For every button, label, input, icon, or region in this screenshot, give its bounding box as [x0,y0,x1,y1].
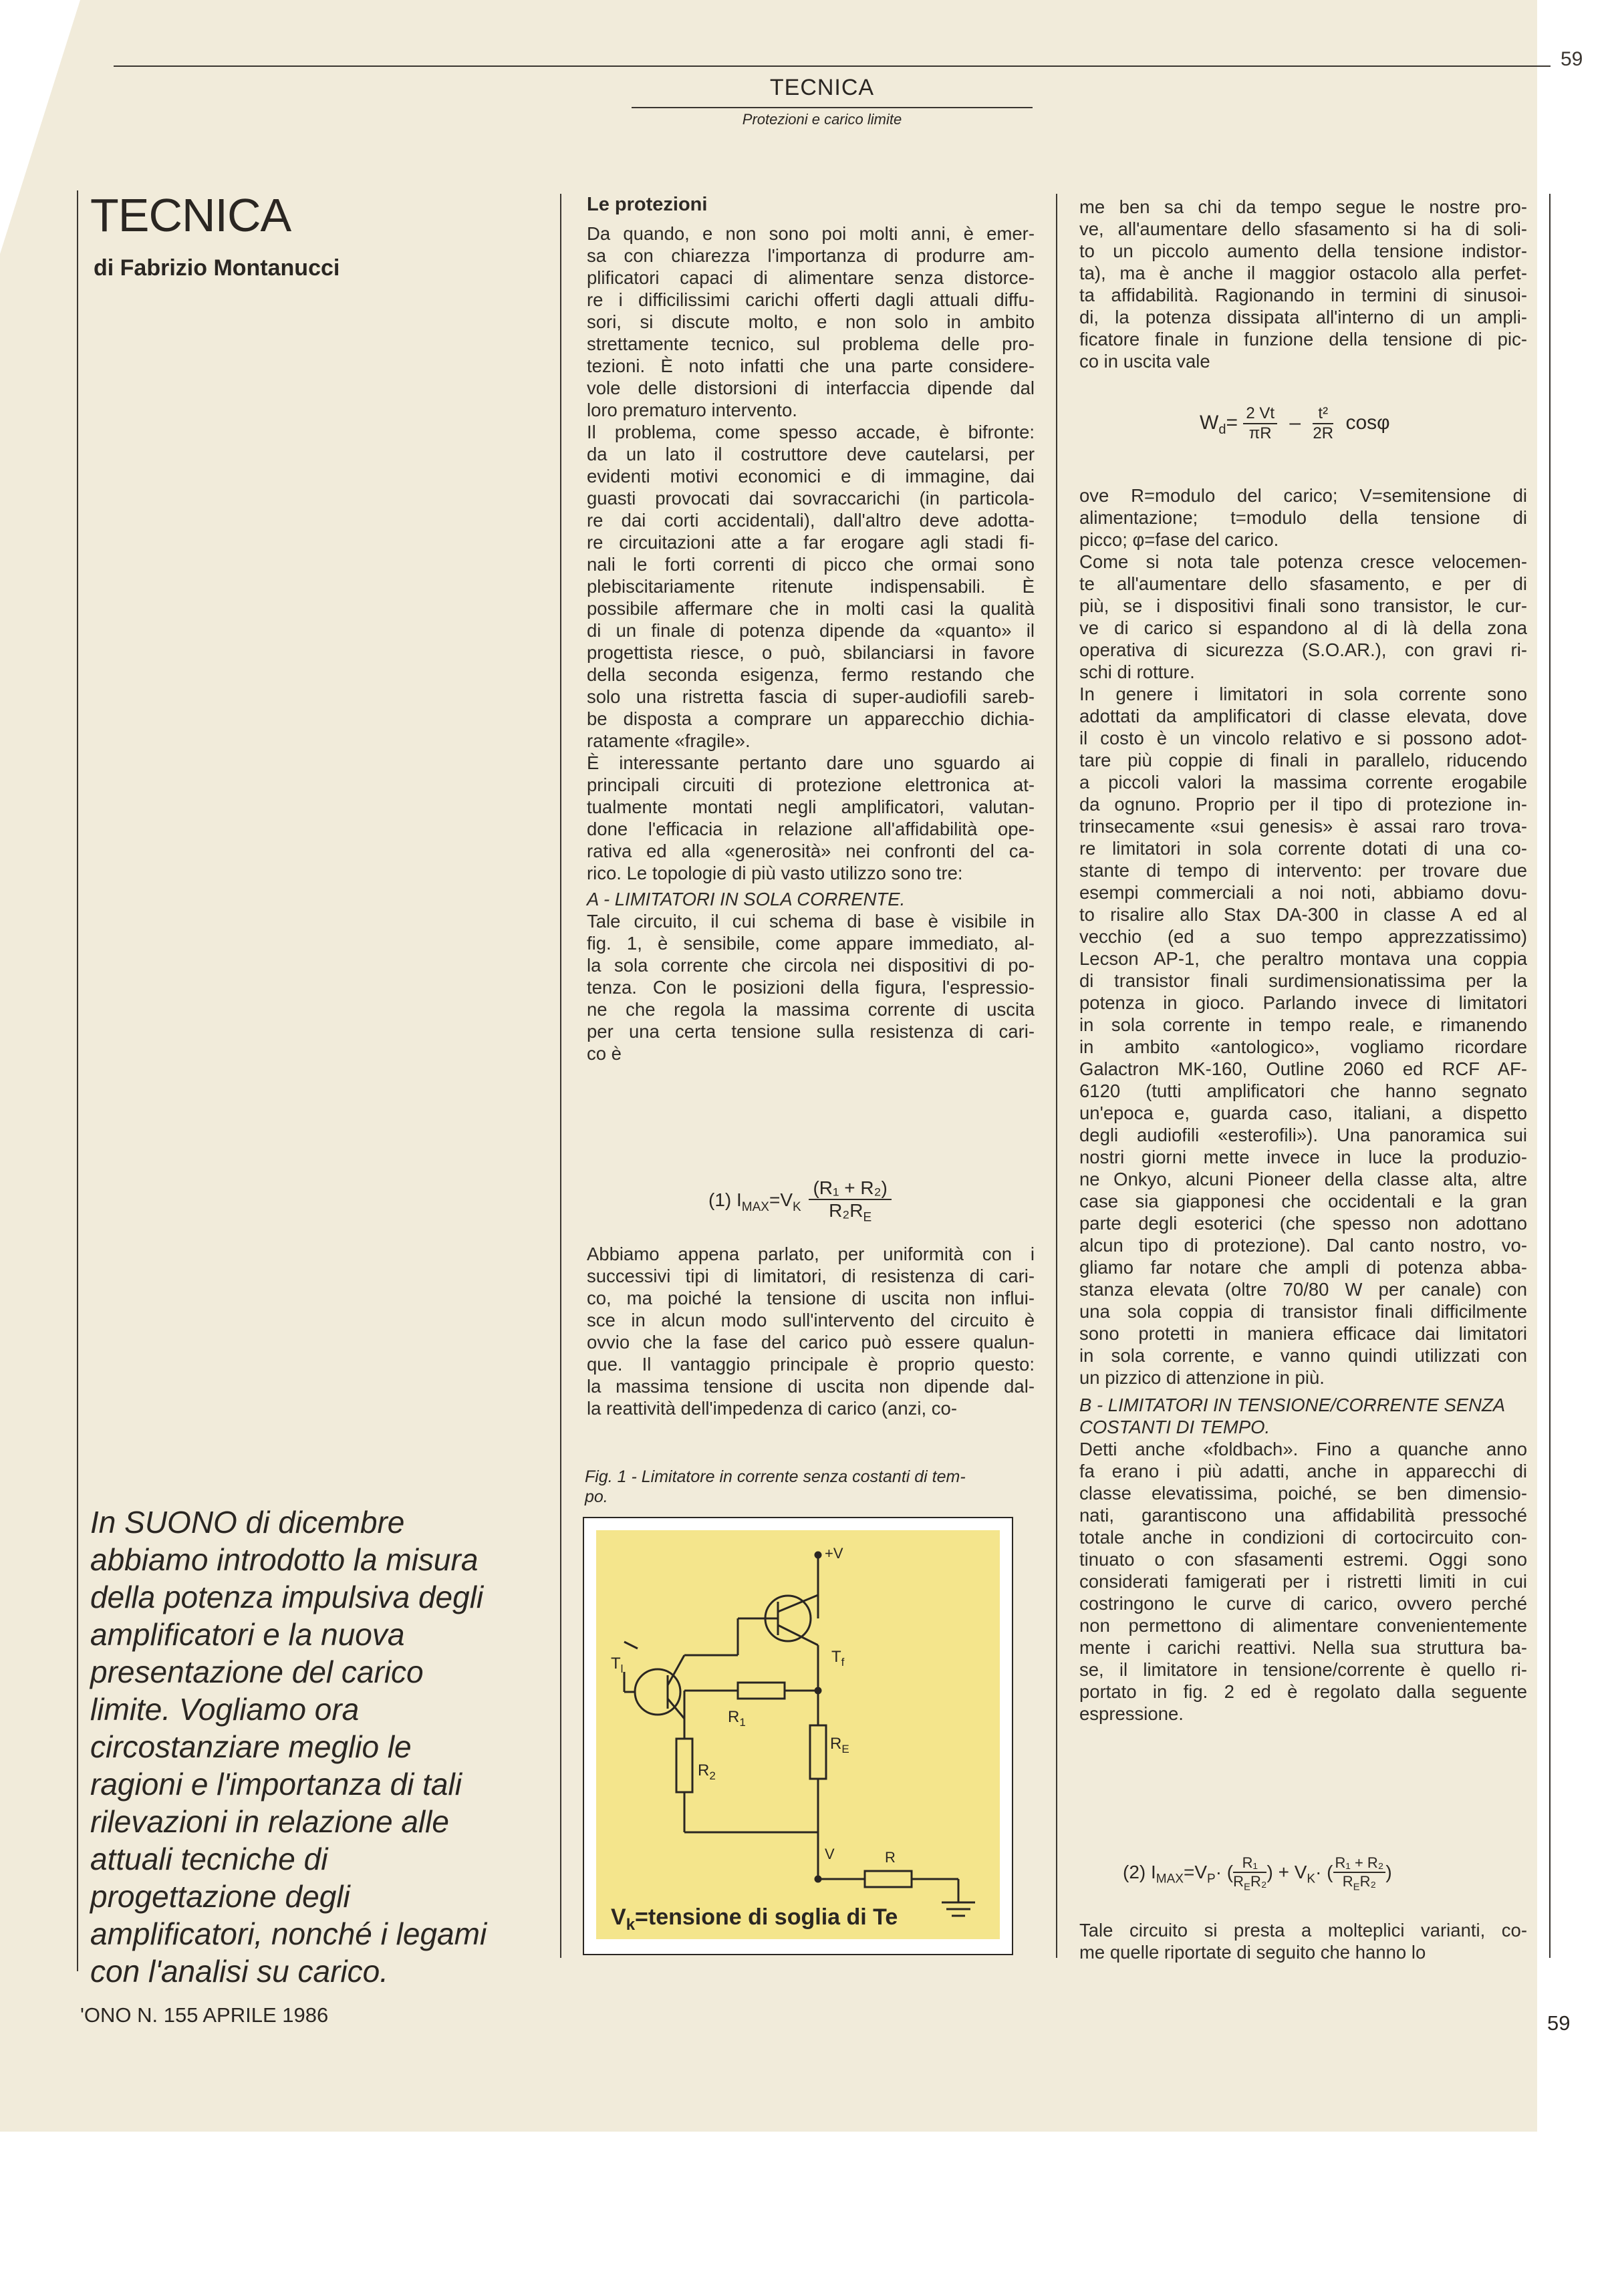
text-line: da un lato il costruttore deve cautelarsi, per [587,444,1035,464]
text-line: rilevazioni in relazione alle [90,1804,449,1839]
paragraph [587,223,1035,421]
text-line: schi di rotture. [1079,662,1195,682]
text-line: degli audiofili «esterofili»). Una panoramica sui [1079,1125,1527,1145]
text-line: tinuato o con sfasamenti estremi. Oggi sono [1079,1549,1527,1570]
article-title: TECNICA [90,189,291,241]
label-r: R [885,1849,896,1866]
text-line: un pizzico di attenzione in più. [1079,1367,1325,1388]
text-line: in ambito «antologico», vogliamo ricordare [1079,1036,1527,1057]
text-line: plificatori capaci di alimentare senza distorce- [587,267,1035,288]
label-r1: $R_1$ [728,1708,746,1729]
text-line: presentazione del carico [90,1655,424,1689]
text-line: se, il limitatore in tensione/corrente è quello ri- [1079,1659,1527,1680]
column-1-cont [587,1243,1035,1419]
column-2-end [1079,1919,1527,1963]
text-line: più, se i dispositivi finali sono transistor, le cur- [1079,595,1527,616]
text-line: plebiscitariamente ritenute indispensabili. È [587,576,1035,597]
text-line: sa con chiarezza l'importanza di produrre am- [587,245,1035,266]
paragraph [1079,196,1527,372]
text-line: fig. 1, è sensibile, come appare immediato, al- [587,933,1035,954]
text-line: ve di carico si espandono al di là della zona [1079,617,1527,638]
text-line: Tale circuito, il cui schema di base è visibile in [587,911,1035,931]
text-line: evidenti motivi economici e di immagine, dai [587,466,1035,486]
subhead-a: A - LIMITATORI IN SOLA CORRENTE. [587,889,906,909]
text-line: stante di tempo di intervento: per trovare due [1079,860,1527,881]
text-line: In SUONO di dicembre [90,1505,405,1540]
text-line: ne che regola la massima corrente di uscita [587,999,1035,1020]
text-line: successivi tipi di limitatori, di resistenza di cari- [587,1266,1035,1286]
text-line: fa erano i più adatti, anche in apparecchi di [1079,1461,1527,1481]
text-line: ta affidabilità. Ragionando in termini di sinusoi- [1079,285,1527,305]
text-line: gliamo far notare che ampli di potenza abba- [1079,1257,1527,1278]
text-line: con l'analisi su carico. [90,1954,388,1989]
text-line: principali circuiti di protezione elettronica at- [587,774,1035,795]
text-line: rico. Le topologie di più vasto utilizzo sono tre: [587,863,963,883]
text-line: me quelle riportate di seguito che hanno lo [1079,1942,1426,1963]
text-line: alimentazione; t=modulo della tensione di [1079,507,1527,528]
footer-magazine: 'ONO N. 155 APRILE 1986 [80,2003,329,2027]
text-line: Abbiamo appena parlato, per uniformità con i [587,1244,1035,1264]
text-line: mente i carichi reattivi. Nella sua struttura ba- [1079,1637,1527,1658]
text-line: un'epoca e, guarda caso, italiani, a dispetto [1079,1103,1527,1123]
text-line: una sola coppia di transistor finali difficilmente [1079,1301,1527,1322]
text-line: portato in fig. 2 ed è regolato dalla seguente [1079,1681,1527,1702]
text-line: per una certa tensione sulla resistenza di cari- [587,1021,1035,1042]
text-line: classe elevatissima, poiché, se ben dimensio- [1079,1483,1527,1503]
text-line: la sola corrente che circola nei dispositivi di po- [587,955,1035,976]
text-line: a piccoli valori la massima corrente erogabile [1079,772,1527,793]
figure-caption: Fig. 1 - Limitatore in corrente senza costanti di tem- po. [585,1467,966,1506]
text-line: ovvio che la fase del carico può essere qualun- [587,1332,1035,1352]
text-line: stanza elevata (oltre 70/80 W per canale) con [1079,1279,1527,1300]
text-line: potenza in gioco. Parlando invece di limitatori [1079,992,1527,1013]
section-header: TECNICA [769,75,875,100]
formula-wd: $W_d=$ $\frac{2 Vt}{\pi R}$ – $\frac{\text{t²}}{2R}$ cosφ [1200,404,1390,442]
text-line: que. Il vantaggio principale è proprio questo: [587,1354,1035,1375]
text-line: progettista riesce, o può, sbilanciarsi in favore [587,642,1035,663]
text-line: di, la potenza dissipata all'interno di un ampli- [1079,307,1527,327]
text-line: la reattività dell'impedenza di carico (anzi, co- [587,1398,957,1419]
text-line: ragioni e l'importanza di tali [90,1767,462,1802]
column-2 [1079,196,1527,372]
label-r2: $R_2$ [698,1761,716,1782]
column-rule-1 [560,194,561,1958]
text-line: In genere i limitatori in sola corrente sono [1079,684,1527,704]
column-rule-2 [1056,194,1057,1958]
text-line: ficatore finale in funzione della tensione di pic- [1079,329,1527,349]
label-v: V [825,1846,835,1862]
circuit-diagram [584,1518,1012,1954]
text-line: vole delle distorsioni di interfaccia dipende dal [587,378,1035,398]
text-line: possibile affermare che in molti casi la qualità [587,598,1035,619]
paragraph [587,421,1035,752]
paragraph [1079,1919,1527,1963]
text-line: amplificatori, nonché i legami [90,1916,487,1951]
paragraph [587,752,1035,884]
text-line: sce in alcun modo sull'intervento del circuito è [587,1310,1035,1330]
heading-protezioni: Le protezioni [587,194,708,215]
text-line: vecchio (ed a suo tempo apprezzatissimo) [1079,926,1527,947]
text-line: Lecson AP-1, che peraltro montava una coppia [1079,948,1527,969]
text-line: trinsecamente «sui genesis» è assai raro trova- [1079,816,1527,837]
paragraph [587,910,1035,1064]
text-line: tenza. Con le posizioni della figura, l'espressio- [587,977,1035,998]
page-number-top: 59 [1561,48,1583,70]
text-line: nali le forti correnti di picco che ormai sono [587,554,1035,575]
figure-bottom-label: $V_k=tensione$ di soglia di Te [611,1904,898,1934]
text-line: della potenza impulsiva degli [90,1580,484,1614]
text-line: della seconda esigenza, fermo restando che [587,664,1035,685]
text-line: totale anche in condizioni di cortocircuito con- [1079,1527,1527,1548]
formula-2: (2) $I_{MAX}=V_P\cdot$ ( R₁ $R_ER_2$ ) + $V_K\cdot$ ( R₁ + R₂ $R_ER_2$ ) [1123,1854,1392,1893]
text-line: in sola corrente in tempo reale, e rimanendo [1079,1014,1527,1035]
text-line: done l'efficacia in relazione all'affidabilità ope- [587,819,1035,839]
text-line: esempi commerciali a noi noti, abbiamo dovu- [1079,882,1527,903]
article-author: di Fabrizio Montanucci [94,255,340,281]
text-line: di transistor finali surdimensionatissima per la [1079,970,1527,991]
text-line: loro prematuro intervento. [587,400,797,420]
text-line: in sola corrente, e vanno quindi utilizzati con [1079,1345,1527,1366]
text-line: Galactron MK-160, Outline 2060 ed RCF AF- [1079,1058,1527,1079]
paragraph [1079,683,1527,1389]
text-line: re circuitazioni atte a far erogare agli stadi fi- [587,532,1035,553]
text-line: picco; φ=fase del carico. [1079,529,1279,550]
text-line: progettazione degli [90,1879,350,1914]
label-re: $R_E$ [830,1735,849,1755]
torn-corner [0,0,80,254]
text-line: abbiamo introdotto la misura [90,1542,479,1577]
pullquote [90,1503,525,1990]
text-line: sori, si discute molto, e non solo in ambito [587,311,1035,332]
text-line: 6120 (tutti amplificatori che hanno segnato [1079,1081,1527,1101]
text-line: case sia giapponesi che occidentali e la gran [1079,1191,1527,1211]
text-line: alcun tipo di protezione). Dal canto nostro, vo- [1079,1235,1527,1256]
header-rule [632,107,1033,108]
text-line: operativa di sicurezza (S.O.AR.), con gravi ri- [1079,639,1527,660]
text-line: non permettono di alimentare convenientemente [1079,1615,1527,1636]
text-line: circostanziare meglio le [90,1729,412,1764]
text-line: Tale circuito si presta a molteplici varianti, co- [1079,1920,1527,1941]
text-line: to risalire allo Stax DA-300 in classe A ed al [1079,904,1527,925]
text-line: re limitatori in sola corrente dotati di una co- [1079,838,1527,859]
formula-1: (1) $I_{MAX}=V_K$ $\frac{\text{(R₁ + R₂)}}{R_2R_E}$ [708,1177,892,1226]
text-line: tare più coppie di finali in parallelo, riducendo [1079,750,1527,770]
column-1 [587,194,1035,1064]
text-line: espressione. [1079,1703,1184,1724]
text-line: da ognuno. Proprio per il tipo di protezione in- [1079,794,1527,815]
text-line: re dai corti accidentali), dall'altro deve adotta- [587,510,1035,531]
text-line: nati, garantiscono una affidabilità pressoché [1079,1505,1527,1526]
page-number-bottom: 59 [1547,2011,1571,2035]
label-tf: $T_f$ [831,1648,845,1669]
paragraph [1079,551,1527,683]
text-line: limite. Vogliamo ora [90,1692,360,1727]
text-line: guasti provocati dai sovraccarichi (in particola- [587,488,1035,509]
text-line: considerati famigerati per i ristretti limiti in cui [1079,1571,1527,1592]
text-line: co in uscita vale [1079,351,1210,372]
text-line: tualmente montati negli amplificatori, valutan- [587,797,1035,817]
text-line: amplificatori e la nuova [90,1617,405,1652]
text-line: Da quando, e non sono poi molti anni, è emer- [587,223,1035,244]
text-line: parte degli esoterici (che spesso non adottano [1079,1213,1527,1234]
text-line: tezioni. È noto infatti che una parte considere- [587,355,1035,376]
text-line: adottati da amplificatori di classe elevata, dove [1079,706,1527,726]
figure-background [596,1530,1000,1939]
text-line: di un finale di potenza dipende da «quanto» il [587,620,1035,641]
text-line: È interessante pertanto dare uno sguardo ai [587,752,1035,773]
text-line: attuali tecniche di [90,1842,328,1876]
text-line: ve, all'aumentare dello sfasamento si ha di soli- [1079,219,1527,239]
text-line: ratamente «fragile». [587,730,751,751]
label-plus-v: +V [825,1545,843,1562]
text-line: co è [587,1043,622,1064]
text-line: rativa ed alla «generosità» nei confronti del ca- [587,841,1035,861]
left-margin-rule [77,190,78,1971]
column-2-cont [1079,484,1527,1725]
text-line: me ben sa chi da tempo segue le nostre pro- [1079,196,1527,217]
subhead-b: B - LIMITATORI IN TENSIONE/CORRENTE SENZA COSTANTI DI TEMPO. [1079,1395,1506,1437]
text-line: il costo è un vincolo relativo e si possono adot- [1079,728,1527,748]
top-rule [114,65,1551,67]
text-line: ta), ma è anche il maggior ostacolo alla perfet- [1079,263,1527,283]
text-line: Come si nota tale potenza cresce velocemen- [1079,551,1527,572]
text-line: sono protetti in maniera efficace dai limitatori [1079,1323,1527,1344]
text-line: ne Onkyo, alcuni Pioneer della classe alta, altre [1079,1169,1527,1189]
text-line: strettamente tecnico, sul problema delle pro- [587,333,1035,354]
text-line: re i difficilissimi carichi offerti dagli attuali diffu- [587,289,1035,310]
text-line: te all'aumentare dello sfasamento, e per di [1079,573,1527,594]
label-tl: $T_l$ [611,1655,624,1675]
text-line: nostri giorni mette invece in luce la produzio- [1079,1147,1527,1167]
text-line: Il problema, come spesso accade, è bifronte: [587,422,1035,442]
section-subtitle: Protezioni e carico limite [742,111,902,128]
figure-1-circuit [583,1517,1013,1955]
paragraph [1079,484,1527,551]
text-line: la massima tensione di uscita non dipende dal- [587,1376,1035,1397]
text-line: solo una ristretta fascia di super-audiofili sareb- [587,686,1035,707]
text-line: ove R=modulo del carico; V=semitensione di [1079,485,1527,506]
paragraph [1079,1438,1527,1725]
text-line: co, ma poiché la tensione di uscita non influi- [587,1288,1035,1308]
text-line: costringono le curve di carico, ovvero perché [1079,1593,1527,1614]
text-line: Detti anche «foldbach». Fino a quanche anno [1079,1439,1527,1459]
text-line: be disposta a comprare un apparecchio dichia- [587,708,1035,729]
paragraph [587,1243,1035,1419]
column-rule-3 [1549,194,1551,1958]
text-line: to un piccolo aumento della tensione indistor- [1079,241,1527,261]
